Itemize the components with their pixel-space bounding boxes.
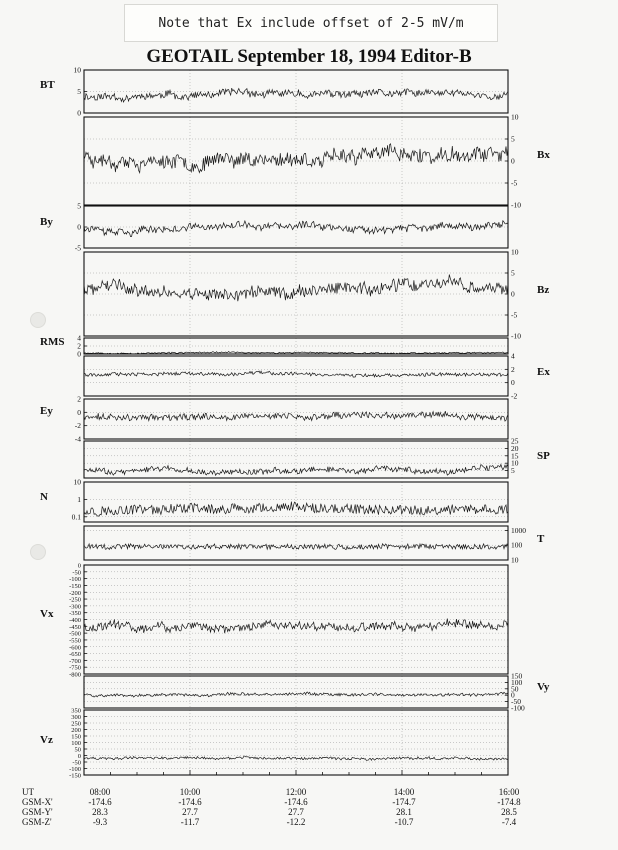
axis-row-value: -12.2 [286, 817, 306, 827]
tick-label: 0 [77, 562, 81, 570]
panel-bz [84, 248, 549, 341]
panel-label: T [537, 533, 545, 545]
tick-label: -500 [69, 630, 81, 638]
axis-row-value: 14:00 [393, 787, 415, 797]
tick-label: 0 [77, 349, 81, 359]
trace-vz [84, 756, 508, 760]
tick-label: 5 [511, 134, 515, 144]
tick-label: 50 [74, 746, 81, 754]
axis-row-value: -174.6 [284, 797, 308, 807]
axis-row-value: 28.1 [396, 807, 412, 817]
trace-bt [84, 88, 508, 102]
tick-label: 10 [73, 65, 81, 75]
tick-label: -150 [69, 582, 81, 590]
panel-rms [40, 334, 508, 359]
axis-row-value: 16:00 [498, 787, 520, 797]
tick-label: -350 [69, 610, 81, 618]
binder-hole-bottom [30, 544, 46, 560]
axis-row-value: 10:00 [179, 787, 201, 797]
axis-row-label: UT [22, 787, 34, 797]
tick-label: -450 [69, 623, 81, 631]
offset-note: Note that Ex include offset of 2-5 mV/m [124, 4, 498, 42]
tick-label: 150 [511, 671, 523, 681]
axis-row-value: 28.3 [92, 807, 108, 817]
panel-vx [40, 563, 508, 679]
tick-label: -100 [69, 576, 81, 584]
tick-label: -100 [69, 766, 81, 773]
panel-label: N [40, 491, 48, 503]
panel-sp [84, 437, 550, 479]
panel-t [84, 526, 545, 565]
panel-vy [84, 672, 550, 713]
axis-row-label: GSM-Y' [22, 807, 53, 817]
tick-label: 0.1 [71, 512, 81, 522]
tick-label: 10 [73, 477, 81, 487]
tick-label: 20 [511, 443, 519, 453]
tick-label: -100 [511, 703, 525, 713]
axis-row-value: 27.7 [288, 807, 304, 817]
tick-label: -400 [69, 617, 81, 624]
panel-frame [84, 526, 508, 560]
axis-row-value: 28.5 [501, 807, 517, 817]
tick-label: -150 [69, 772, 81, 780]
panel-label: BT [40, 79, 55, 91]
tick-label: 5 [511, 268, 515, 278]
tick-label: -200 [69, 589, 81, 597]
trace-vy [84, 692, 508, 697]
panel-label: Ex [537, 366, 550, 378]
tick-label: 5 [511, 466, 515, 476]
axis-row-value: -9.3 [92, 817, 108, 827]
tick-label: 0 [77, 753, 81, 760]
tick-label: 5 [77, 201, 81, 211]
panel-label: SP [537, 450, 550, 462]
axis-row-value: -7.4 [501, 817, 517, 827]
axis-row-label: GSM-Z' [22, 817, 52, 827]
tick-label: 1 [77, 494, 81, 504]
tick-label: 0 [77, 407, 81, 417]
tick-label: -5 [511, 310, 518, 320]
tick-label: 100 [71, 740, 81, 747]
tick-label: -300 [69, 603, 81, 611]
tick-label: -2 [74, 421, 81, 431]
axis-row-value: 12:00 [285, 787, 307, 797]
tick-label: -2 [511, 391, 518, 401]
panel-n [40, 478, 508, 523]
axis-row-value: -174.6 [178, 797, 202, 807]
tick-label: 250 [71, 720, 81, 728]
tick-label: 200 [71, 727, 81, 734]
tick-label: 10 [511, 247, 519, 257]
axis-row-value: -174.6 [88, 797, 112, 807]
tick-label: 0 [77, 108, 81, 118]
panel-label: Bz [537, 284, 550, 296]
tick-label: 0 [77, 222, 81, 232]
tick-label: -50 [511, 697, 521, 707]
panel-ex [84, 352, 550, 401]
panel-label: Ey [40, 405, 53, 417]
axis-row-value: -10.7 [394, 817, 414, 827]
tick-label: 1000 [511, 525, 526, 535]
tick-label: -750 [69, 664, 81, 672]
trace-by [84, 221, 508, 237]
tick-label: 0 [511, 156, 515, 166]
time-axis-table [22, 770, 521, 827]
axis-row-value: 27.7 [182, 807, 198, 817]
tick-label: 0 [511, 289, 515, 299]
tick-label: -650 [69, 651, 81, 659]
tick-label: -550 [69, 637, 81, 645]
tick-label: 100 [511, 540, 523, 550]
tick-label: 0 [511, 378, 515, 388]
tick-label: 0 [511, 690, 515, 700]
tick-label: 50 [511, 684, 519, 694]
tick-label: 2 [77, 341, 81, 351]
panel-vz [40, 708, 508, 780]
tick-label: -50 [72, 759, 81, 767]
panel-label: Vz [40, 734, 53, 746]
axis-row-value: -174.7 [392, 797, 416, 807]
tick-label: -10 [511, 331, 521, 341]
panel-label: Vy [537, 681, 550, 693]
panel-label: By [40, 216, 53, 228]
tick-label: -600 [69, 644, 81, 652]
tick-label: 25 [511, 436, 519, 446]
tick-label: -4 [74, 434, 81, 444]
tick-label: 2 [511, 364, 515, 374]
tick-label: 150 [71, 733, 81, 741]
tick-label: -5 [511, 178, 518, 188]
panel-bt [40, 66, 508, 118]
trace-n [84, 502, 508, 517]
panel-by [40, 202, 508, 253]
tick-label: 350 [71, 707, 81, 715]
panel-label: Vx [40, 608, 54, 620]
trace-ey [84, 411, 508, 421]
tick-label: -5 [74, 243, 81, 253]
tick-label: 5 [77, 87, 81, 96]
axis-row-value: 08:00 [89, 787, 111, 797]
trace-sp [84, 464, 508, 475]
panel-ey [40, 395, 508, 444]
axis-row-label: GSM-X' [22, 797, 53, 807]
page-title: GEOTAIL September 18, 1994 Editor-B [146, 46, 472, 67]
tick-label: -800 [69, 671, 81, 679]
tick-label: 4 [511, 351, 515, 361]
tick-label: -250 [69, 596, 81, 604]
tick-label: 10 [511, 555, 519, 565]
tick-label: 10 [511, 458, 519, 468]
tick-label: 15 [511, 451, 519, 461]
tick-label: -700 [69, 657, 81, 665]
tick-label: 2 [77, 394, 81, 404]
tick-label: 300 [71, 714, 81, 721]
panel-bx [84, 113, 550, 210]
panel-label: Bx [537, 149, 550, 161]
tick-label: -50 [72, 569, 81, 577]
tick-label: 100 [511, 677, 523, 687]
tick-label: -10 [511, 200, 521, 210]
tick-label: 10 [511, 112, 519, 122]
axis-row-value: -11.7 [180, 817, 200, 827]
binder-hole-top [30, 312, 46, 328]
panel-label: RMS [40, 336, 65, 348]
axis-row-value: -174.8 [497, 797, 521, 807]
tick-label: 4 [77, 333, 81, 343]
